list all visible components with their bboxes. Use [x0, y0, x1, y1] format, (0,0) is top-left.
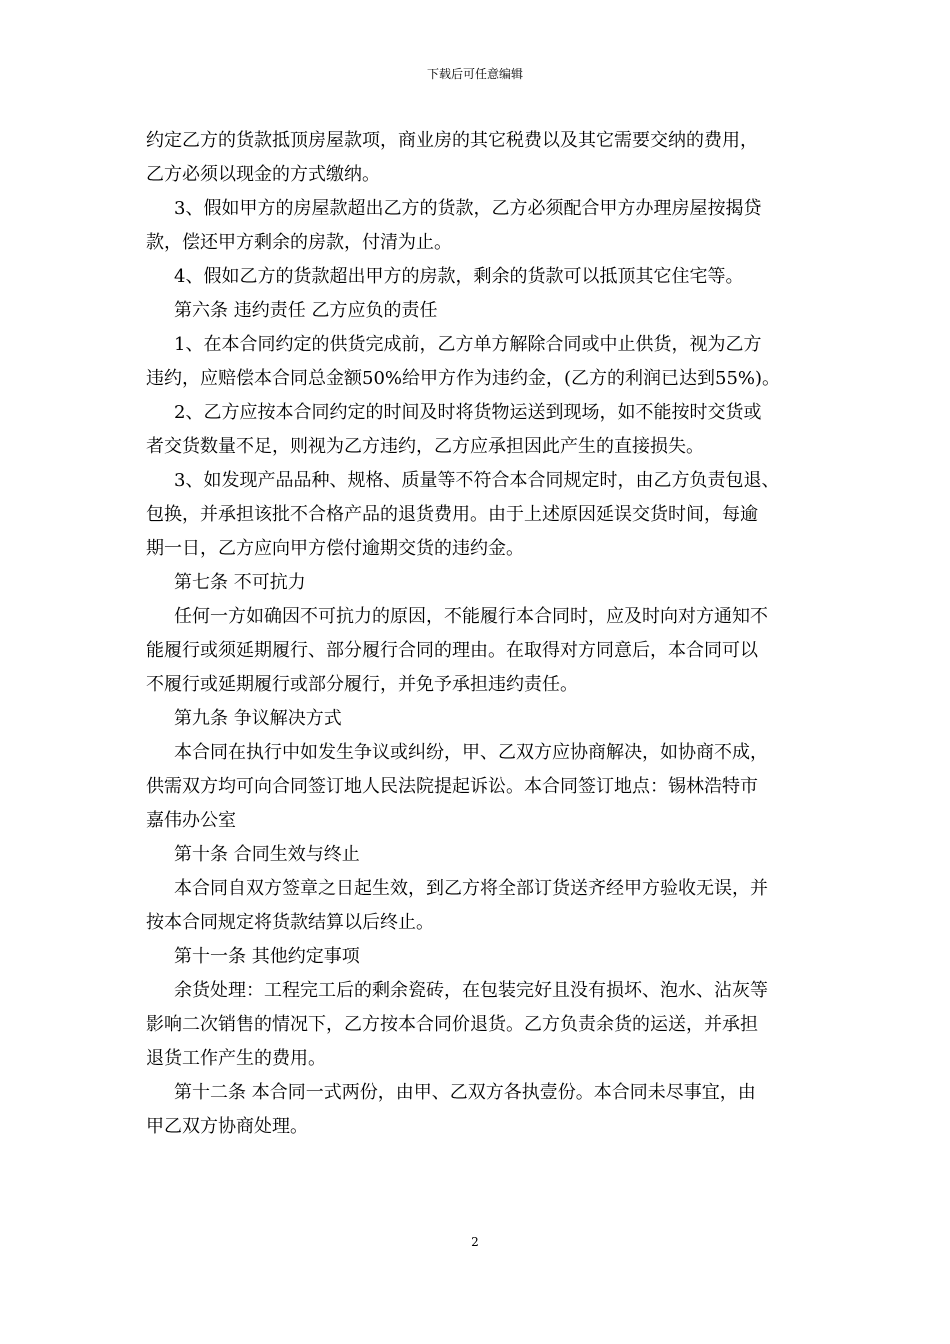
- text-line: 第九条 争议解决方式: [174, 708, 342, 729]
- text-line: 第六条 违约责任 乙方应负的责任: [174, 300, 438, 321]
- text-line: 甲乙双方协商处理。: [146, 1116, 308, 1137]
- text-line: 第七条 不可抗力: [174, 572, 306, 593]
- text-line: 4、假如乙方的货款超出甲方的房款，剩余的货款可以抵顶其它住宅等。: [174, 266, 744, 287]
- text-line: 款，偿还甲方剩余的房款，付清为止。: [146, 232, 452, 253]
- text-line: 2、乙方应按本合同约定的时间及时将货物运送到现场，如不能按时交货或: [174, 402, 762, 423]
- text-line: 退货工作产生的费用。: [146, 1048, 326, 1069]
- text-line: 期一日，乙方应向甲方偿付逾期交货的违约金。: [146, 538, 524, 559]
- text-line: 本合同在执行中如发生争议或纠纷，甲、乙双方应协商解决，如协商不成，: [174, 742, 768, 763]
- text-line: 影响二次销售的情况下，乙方按本合同价退货。乙方负责余货的运送，并承担: [146, 1014, 758, 1035]
- text-line: 违约，应赔偿本合同总金额50%给甲方作为违约金，(乙方的利润已达到55%)。: [146, 368, 781, 389]
- text-line: 第十条 合同生效与终止: [174, 844, 360, 865]
- text-line: 供需双方均可向合同签订地人民法院提起诉讼。本合同签订地点：锡林浩特市: [146, 776, 758, 797]
- text-line: 第十一条 其他约定事项: [174, 946, 360, 967]
- text-line: 不履行或延期履行或部分履行，并免予承担违约责任。: [146, 674, 578, 695]
- text-line: 按本合同规定将货款结算以后终止。: [146, 912, 434, 933]
- text-line: 任何一方如确因不可抗力的原因，不能履行本合同时，应及时向对方通知不: [174, 606, 768, 627]
- text-line: 约定乙方的货款抵顶房屋款项，商业房的其它税费以及其它需要交纳的费用，: [146, 130, 758, 151]
- page-header: 下载后可任意编辑: [426, 67, 523, 81]
- text-line: 3、假如甲方的房屋款超出乙方的货款，乙方必须配合甲方办理房屋按揭贷: [174, 198, 762, 219]
- text-line: 者交货数量不足，则视为乙方违约，乙方应承担因此产生的直接损失。: [146, 436, 704, 457]
- text-line: 3、如发现产品品种、规格、质量等不符合本合同规定时，由乙方负责包退、: [174, 470, 780, 491]
- text-line: 包换，并承担该批不合格产品的退货费用。由于上述原因延误交货时间，每逾: [146, 504, 758, 525]
- text-line: 能履行或须延期履行、部分履行合同的理由。在取得对方同意后，本合同可以: [146, 640, 758, 661]
- text-line: 本合同自双方签章之日起生效，到乙方将全部订货送齐经甲方验收无误，并: [174, 878, 768, 899]
- page-number: 2: [471, 1235, 479, 1249]
- document-body: [146, 124, 810, 1144]
- text-line: 嘉伟办公室: [146, 810, 236, 831]
- text-line: 第十二条 本合同一式两份，由甲、乙双方各执壹份。本合同未尽事宜，由: [174, 1082, 756, 1103]
- text-line: 1、在本合同约定的供货完成前，乙方单方解除合同或中止供货，视为乙方: [174, 334, 762, 355]
- text-line: 乙方必须以现金的方式缴纳。: [146, 164, 380, 185]
- text-line: 余货处理：工程完工后的剩余瓷砖，在包装完好且没有损坏、泡水、沾灰等: [174, 980, 768, 1001]
